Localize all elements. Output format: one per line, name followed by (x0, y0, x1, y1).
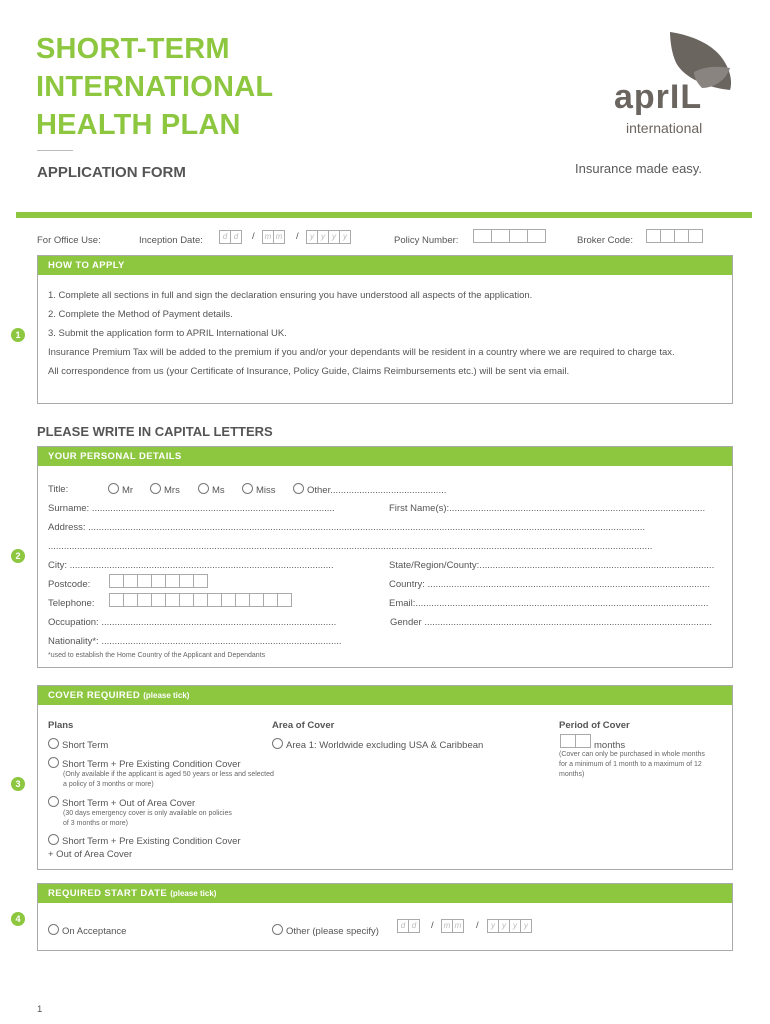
surname-field[interactable]: Surname: ............................................................................................ (48, 503, 335, 514)
email-field[interactable]: Email:............................................................................................................... (389, 598, 709, 609)
logo-subtext: international (626, 120, 703, 136)
inception-day-field[interactable]: d d (219, 230, 241, 244)
title-label: Title: (48, 484, 69, 495)
date-separator: / (252, 231, 255, 242)
personal-details-section (37, 446, 733, 668)
step-number-1: 1 (11, 328, 25, 342)
radio-icon (242, 483, 253, 494)
inception-year-field[interactable]: y y y y (306, 230, 350, 244)
inception-month-field[interactable]: m m (262, 230, 284, 244)
postcode-label: Postcode: (48, 579, 91, 590)
date-separator: / (431, 920, 434, 931)
start-other-option[interactable]: Other (please specify) (272, 924, 379, 937)
title-option-mrs[interactable]: Mrs (150, 483, 180, 496)
radio-icon (198, 483, 209, 494)
policy-number-field[interactable] (473, 229, 545, 243)
city-field[interactable]: City: .................................................................................................... (48, 560, 334, 571)
radio-icon (48, 924, 59, 935)
instruction-3: 3. Submit the application form to APRIL International UK. (48, 328, 287, 339)
start-year-field[interactable]: y y y y (487, 919, 531, 933)
page-number: 1 (37, 1004, 43, 1015)
instruction-1: 1. Complete all sections in full and sign the declaration ensuring you have understood all aspects of the application. (48, 290, 533, 301)
radio-icon (48, 757, 59, 768)
office-use-label: For Office Use: (37, 235, 101, 246)
radio-icon (272, 924, 283, 935)
personal-details-heading: YOUR PERSONAL DETAILS (38, 447, 732, 466)
form-subtitle: APPLICATION FORM (37, 164, 186, 181)
cover-required-section (37, 685, 733, 870)
correspondence-note: All correspondence from us (your Certificate of Insurance, Policy Guide, Claims Reimbursements etc.) will be sent via email. (48, 366, 570, 377)
tax-note: Insurance Premium Tax will be added to the premium if you and/or your dependants will be resident in a country where we are required to charge tax. (48, 347, 675, 358)
gender-field[interactable]: Gender ............................................................................................................. (390, 617, 713, 628)
plan-option-out-of-area[interactable]: Short Term + Out of Area Cover (48, 796, 195, 809)
pre-existing-note: (Only available if the applicant is aged 50 years or less and selected a policy of 3 months or more) (63, 771, 274, 788)
logo-wordmark: aprIL (614, 78, 703, 116)
date-separator: / (296, 231, 299, 242)
title-option-mr[interactable]: Mr (108, 483, 133, 496)
title-option-miss[interactable]: Miss (242, 483, 276, 496)
first-names-field[interactable]: First Name(s):................................................................................................. (389, 503, 706, 514)
out-of-area-note: (30 days emergency cover is only available on policies of 3 months or more) (63, 810, 232, 827)
title-divider (37, 150, 73, 151)
area-option-worldwide[interactable]: Area 1: Worldwide excluding USA & Caribbean (272, 738, 483, 751)
title-option-ms[interactable]: Ms (198, 483, 225, 496)
address-field[interactable]: Address: ................................................................................................................................................................................................................... (48, 522, 646, 533)
radio-icon (108, 483, 119, 494)
header-accent-bar (16, 212, 752, 218)
radio-icon (48, 834, 59, 845)
title-option-other[interactable]: Other............................................ (293, 483, 446, 496)
step-number-4: 4 (11, 912, 25, 926)
step-number-2: 2 (11, 549, 25, 563)
title-line-1: SHORT-TERM (36, 33, 230, 65)
period-months-field[interactable] (560, 734, 590, 748)
tagline: Insurance made easy. (575, 161, 702, 176)
cover-required-heading: COVER REQUIRED (please tick) (38, 686, 732, 705)
instruction-2: 2. Complete the Method of Payment details. (48, 309, 233, 320)
telephone-label: Telephone: (48, 598, 95, 609)
date-separator: / (476, 920, 479, 931)
plan-option-combined[interactable]: Short Term + Pre Existing Condition Cover + Out of Area Cover (48, 836, 241, 860)
nationality-footnote: *used to establish the Home Country of the Applicant and Dependants (48, 652, 266, 659)
policy-number-label: Policy Number: (394, 235, 459, 246)
radio-icon (150, 483, 161, 494)
how-to-apply-heading: HOW TO APPLY (38, 256, 732, 275)
period-of-cover-label: Period of Cover (559, 720, 630, 731)
broker-code-label: Broker Code: (577, 235, 633, 246)
period-note: (Cover can only be purchased in whole months for a minimum of 1 month to a maximum of 12 months) (559, 751, 705, 778)
plan-option-short-term[interactable]: Short Term (48, 738, 108, 751)
inception-date-label: Inception Date: (139, 235, 203, 246)
start-on-acceptance-option[interactable]: On Acceptance (48, 924, 126, 937)
radio-icon (293, 483, 304, 494)
area-of-cover-label: Area of Cover (272, 720, 335, 731)
country-field[interactable]: Country: ........................................................................................................... (389, 579, 710, 590)
april-logo (610, 28, 740, 140)
months-label: months (594, 740, 626, 751)
radio-icon (48, 796, 59, 807)
step-number-3: 3 (11, 777, 25, 791)
how-to-apply-section (37, 255, 733, 404)
plan-option-pre-existing[interactable]: Short Term + Pre Existing Condition Cover (48, 757, 241, 770)
postcode-field[interactable] (109, 574, 207, 588)
title-line-2: INTERNATIONAL (36, 71, 274, 103)
address-line-2-field[interactable]: ..................................................................................................................................................................................................................................... (48, 541, 653, 552)
broker-code-field[interactable] (646, 229, 702, 243)
radio-icon (272, 738, 283, 749)
start-date-section (37, 883, 733, 951)
capital-letters-notice: PLEASE WRITE IN CAPITAL LETTERS (37, 424, 273, 439)
title-line-3: HEALTH PLAN (36, 109, 241, 141)
start-date-heading: REQUIRED START DATE (please tick) (38, 884, 732, 903)
nationality-field[interactable]: Nationality*: ........................................................................................... (48, 636, 342, 647)
plans-label: Plans (48, 720, 74, 731)
start-month-field[interactable]: m m (441, 919, 463, 933)
telephone-field[interactable] (109, 593, 291, 607)
occupation-field[interactable]: Occupation: ......................................................................................... (48, 617, 337, 628)
radio-icon (48, 738, 59, 749)
state-field[interactable]: State/Region/County:......................................................................................... (389, 560, 715, 571)
start-day-field[interactable]: d d (397, 919, 419, 933)
